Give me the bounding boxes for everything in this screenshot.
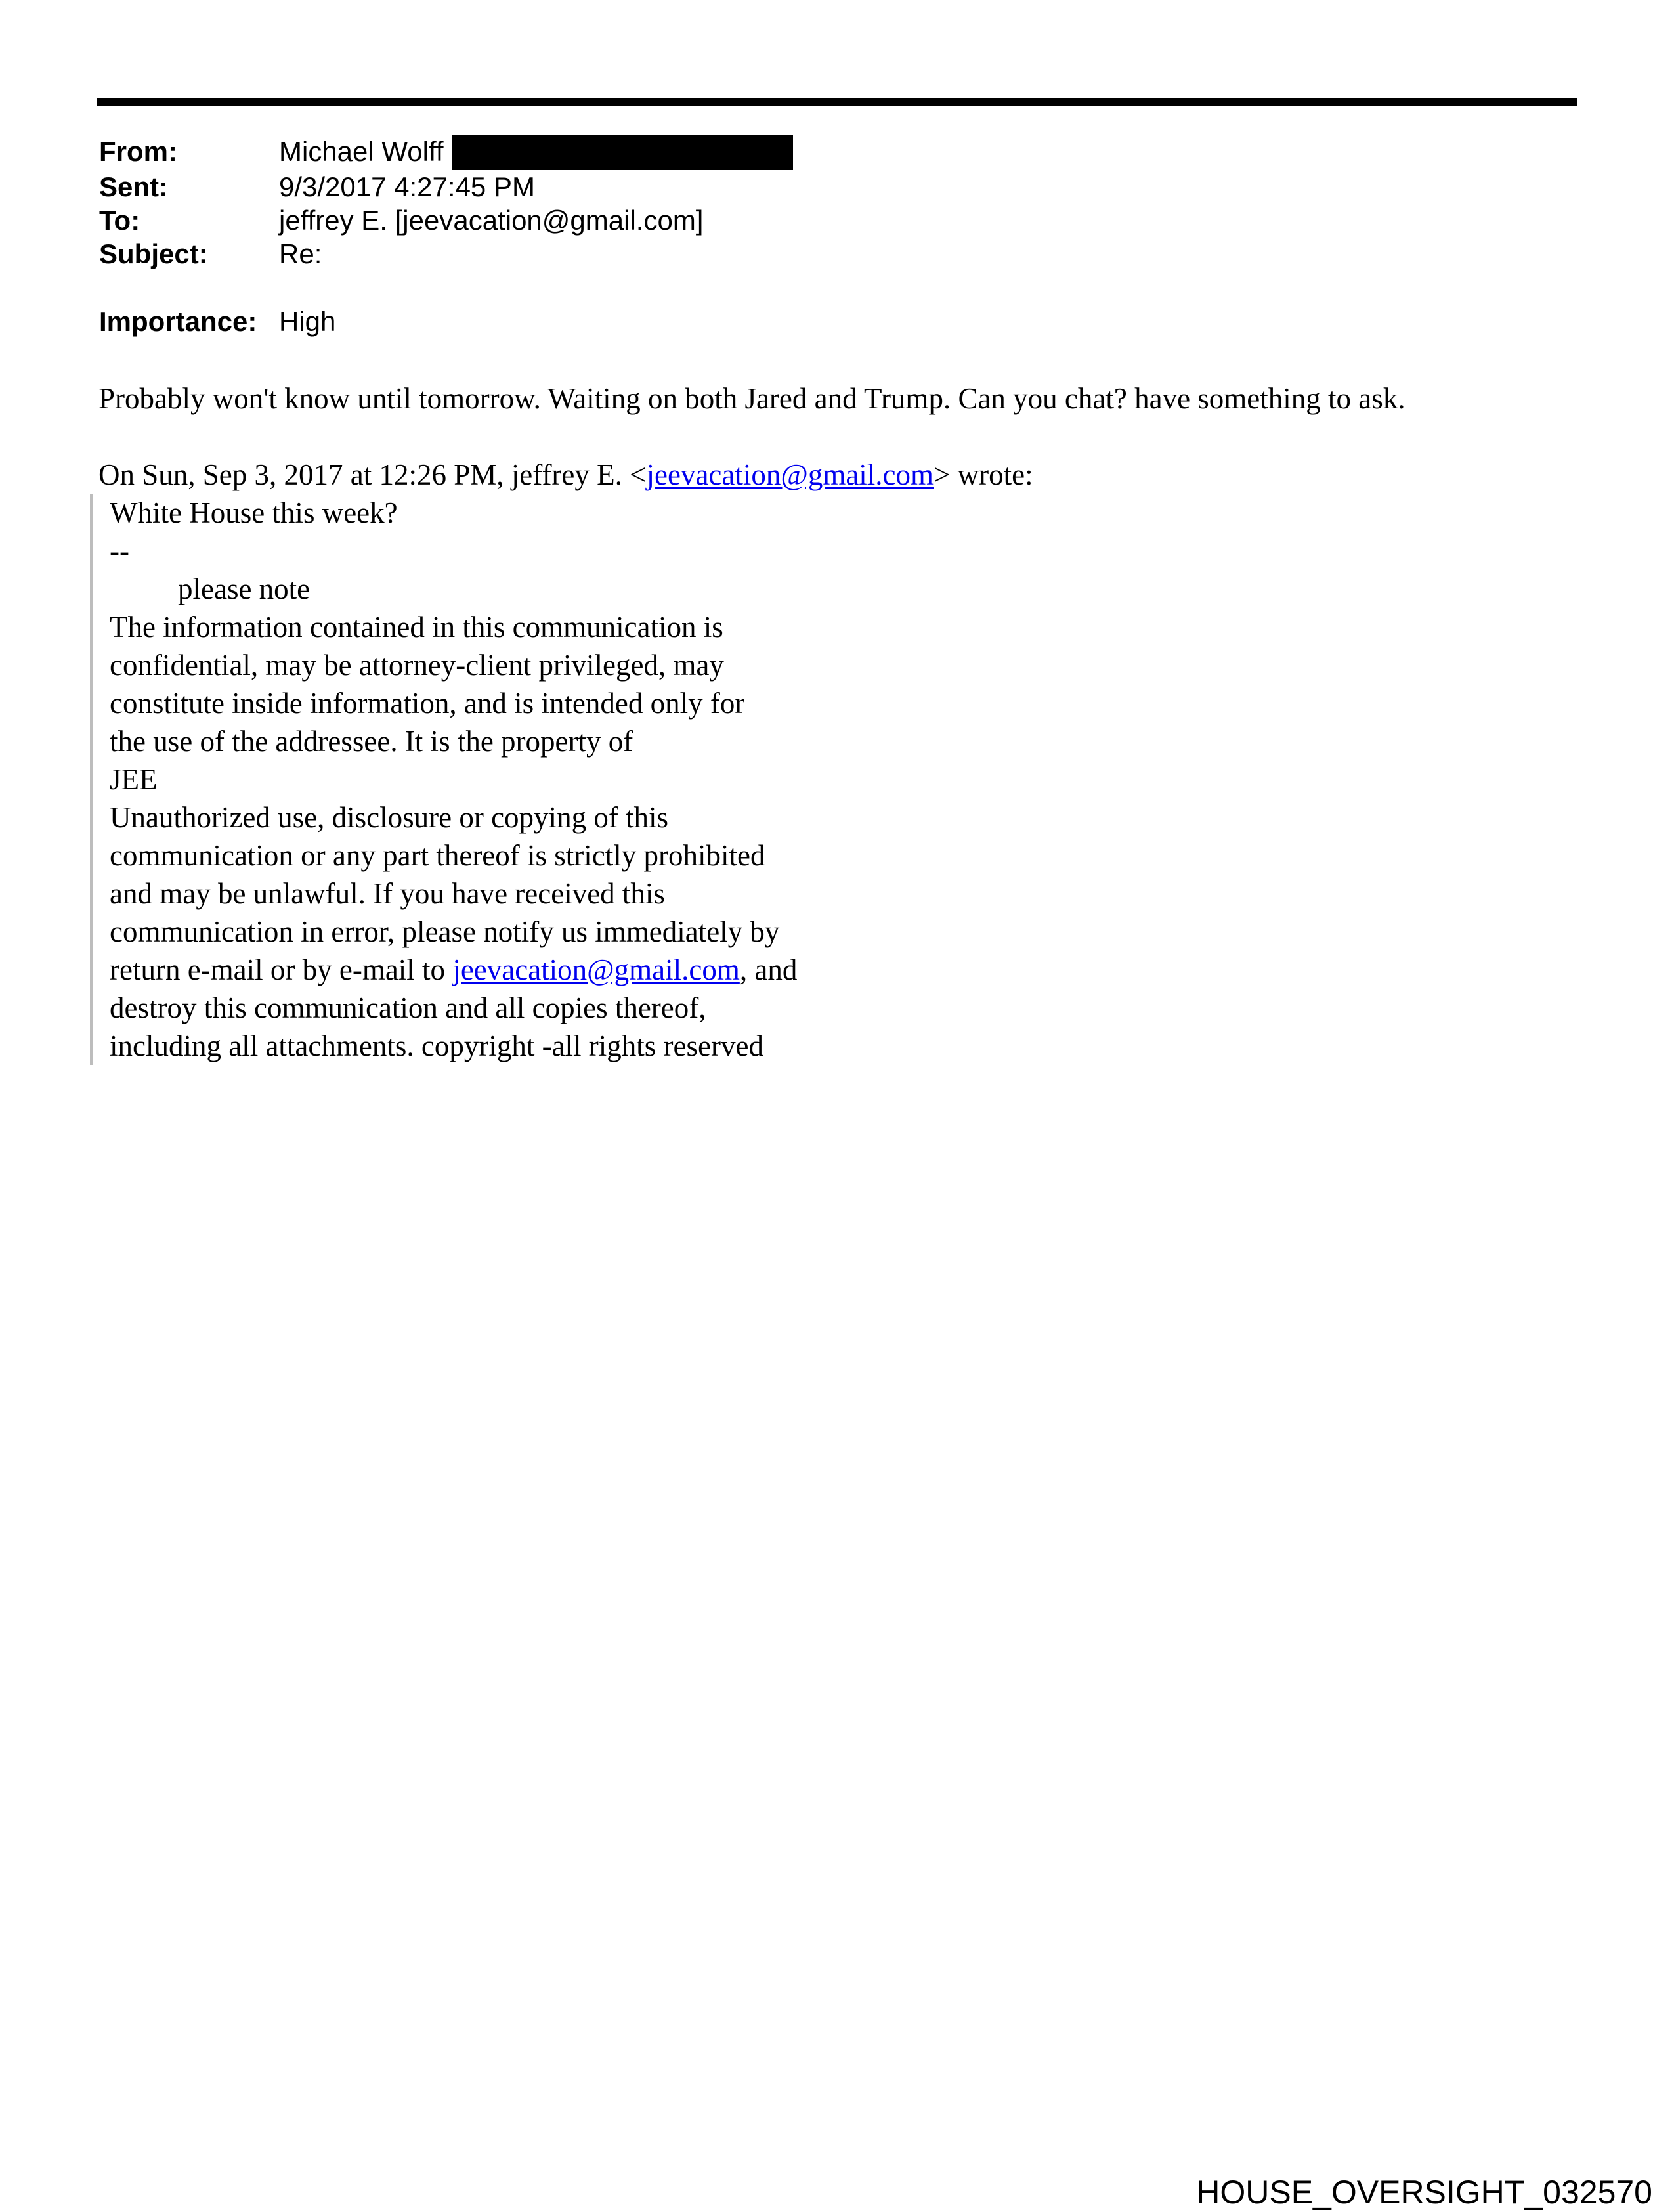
subject-value: Re: (279, 238, 322, 269)
quoted-message (90, 494, 1094, 1065)
reply-attribution-pre: On Sun, Sep 3, 2017 at 12:26 PM, jeffrey E. < (98, 458, 647, 491)
header-row-subject (99, 237, 793, 271)
sent-value: 9/3/2017 4:27:45 PM (279, 171, 535, 202)
from-name: Michael Wolff (279, 136, 444, 167)
quote-link-post: , and (739, 953, 798, 986)
quote-line: constitute inside information, and is intended only for (110, 687, 745, 720)
quote-link-pre: return e-mail or by e-mail to (110, 953, 453, 986)
quote-line: White House this week? (110, 496, 398, 529)
email-header (99, 135, 793, 338)
header-row-from (99, 135, 793, 170)
from-label: From: (99, 136, 177, 167)
quote-line: destroy this communication and all copies thereof, (110, 991, 706, 1024)
sent-label: Sent: (99, 171, 168, 202)
quote-line: JEE (110, 763, 158, 796)
quote-line-signature-separator: -- (110, 534, 129, 567)
quote-line: The information contained in this communication is (110, 611, 723, 643)
importance-label: Importance: (99, 306, 257, 337)
email-link[interactable]: jeevacation@gmail.com (452, 953, 740, 986)
quote-line: including all attachments. copyright -all rights reserved (110, 1030, 763, 1062)
bates-stamp: HOUSE_OVERSIGHT_032570 (1196, 2174, 1652, 2211)
to-value: jeffrey E. [jeevacation@gmail.com] (279, 205, 704, 236)
email-link[interactable]: jeevacation@gmail.com (646, 458, 934, 491)
redaction-bar (452, 135, 793, 170)
quote-line: communication in error, please notify us immediately by (110, 915, 780, 948)
quote-line: the use of the addressee. It is the property of (110, 725, 633, 758)
message-text: Probably won't know until tomorrow. Waiting on both Jared and Trump. Can you chat? have something to ask. (98, 382, 1406, 415)
quote-line: and may be unlawful. If you have received this (110, 877, 665, 910)
subject-label: Subject: (99, 238, 208, 269)
header-row-importance (99, 305, 793, 338)
from-value (279, 135, 793, 170)
header-divider-rule (97, 98, 1577, 106)
quote-line: confidential, may be attorney-client privileged, may (110, 649, 724, 682)
header-row-sent (99, 170, 793, 204)
importance-value: High (279, 306, 336, 337)
quote-line: please note (178, 573, 311, 605)
to-label: To: (99, 205, 140, 236)
reply-attribution (98, 456, 1033, 494)
quote-line: Unauthorized use, disclosure or copying of this (110, 801, 669, 834)
header-row-to (99, 204, 793, 237)
quote-line-with-link (110, 951, 1094, 989)
reply-attribution-post: > wrote: (934, 458, 1033, 491)
quote-line: communication or any part thereof is strictly prohibited (110, 839, 765, 872)
